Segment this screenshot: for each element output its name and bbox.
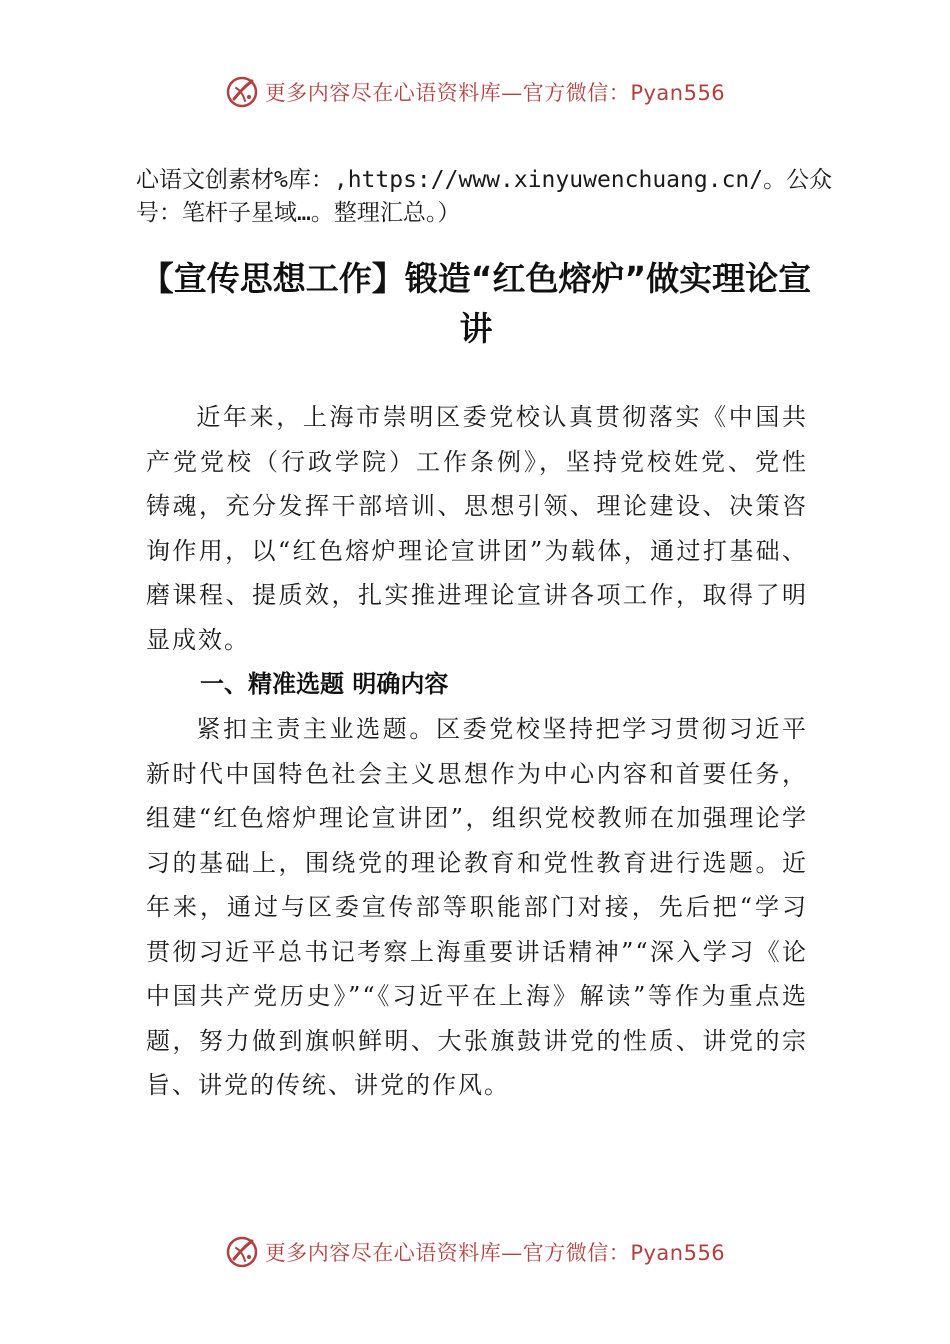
watermark-header	[0, 70, 950, 114]
calligraphy-brush-logo-icon	[225, 1235, 259, 1269]
document-title: 【宣传思想工作】锻造“红色熔炉”做实理论宣讲	[140, 259, 812, 348]
source-note: 心语文创素材%库：,https://www.xinyuwenchuang.cn/。公众号：笔杆子星域…。整理汇总。）	[136, 167, 833, 226]
section-heading-1: 一、精准选题 明确内容	[200, 670, 449, 698]
paragraph-intro: 近年来，上海市崇明区委党校认真贯彻落实《中国共产党党校（行政学院）工作条例》，坚持党校姓党、党性铸魂，充分发挥干部培训、思想引领、理论建设、决策咨询作用，以“红色熔炉理论宣讲团”为载体，通过打基础、磨课程、提质效，扎实推进理论宣讲各项工作，取得了明显成效。	[146, 403, 808, 654]
watermark-text: 更多内容尽在心语资料库—官方微信：Pyan556	[264, 81, 726, 105]
paragraph-section-1: 紧扣主责主业选题。区委党校坚持把学习贯彻习近平新时代中国特色社会主义思想作为中心内容和首要任务，组建“红色熔炉理论宣讲团”，组织党校教师在加强理论学习的基础上，围绕党的理论教育和党性教育进行选题。近年来，通过与区委宣传部等职能部门对接，先后把“学习贯彻习近平总书记考察上海重要讲话精神”“深入学习《论中国共产党历史》”“《习近平在上海》解读”等作为重点选题，努力做到旗帜鲜明、大张旗鼓讲党的性质、讲党的宗旨、讲党的传统、讲党的作风。	[146, 715, 808, 1099]
calligraphy-brush-logo-icon	[225, 75, 259, 109]
watermark-text: 更多内容尽在心语资料库—官方微信：Pyan556	[264, 1241, 726, 1265]
watermark-footer	[0, 1230, 950, 1274]
